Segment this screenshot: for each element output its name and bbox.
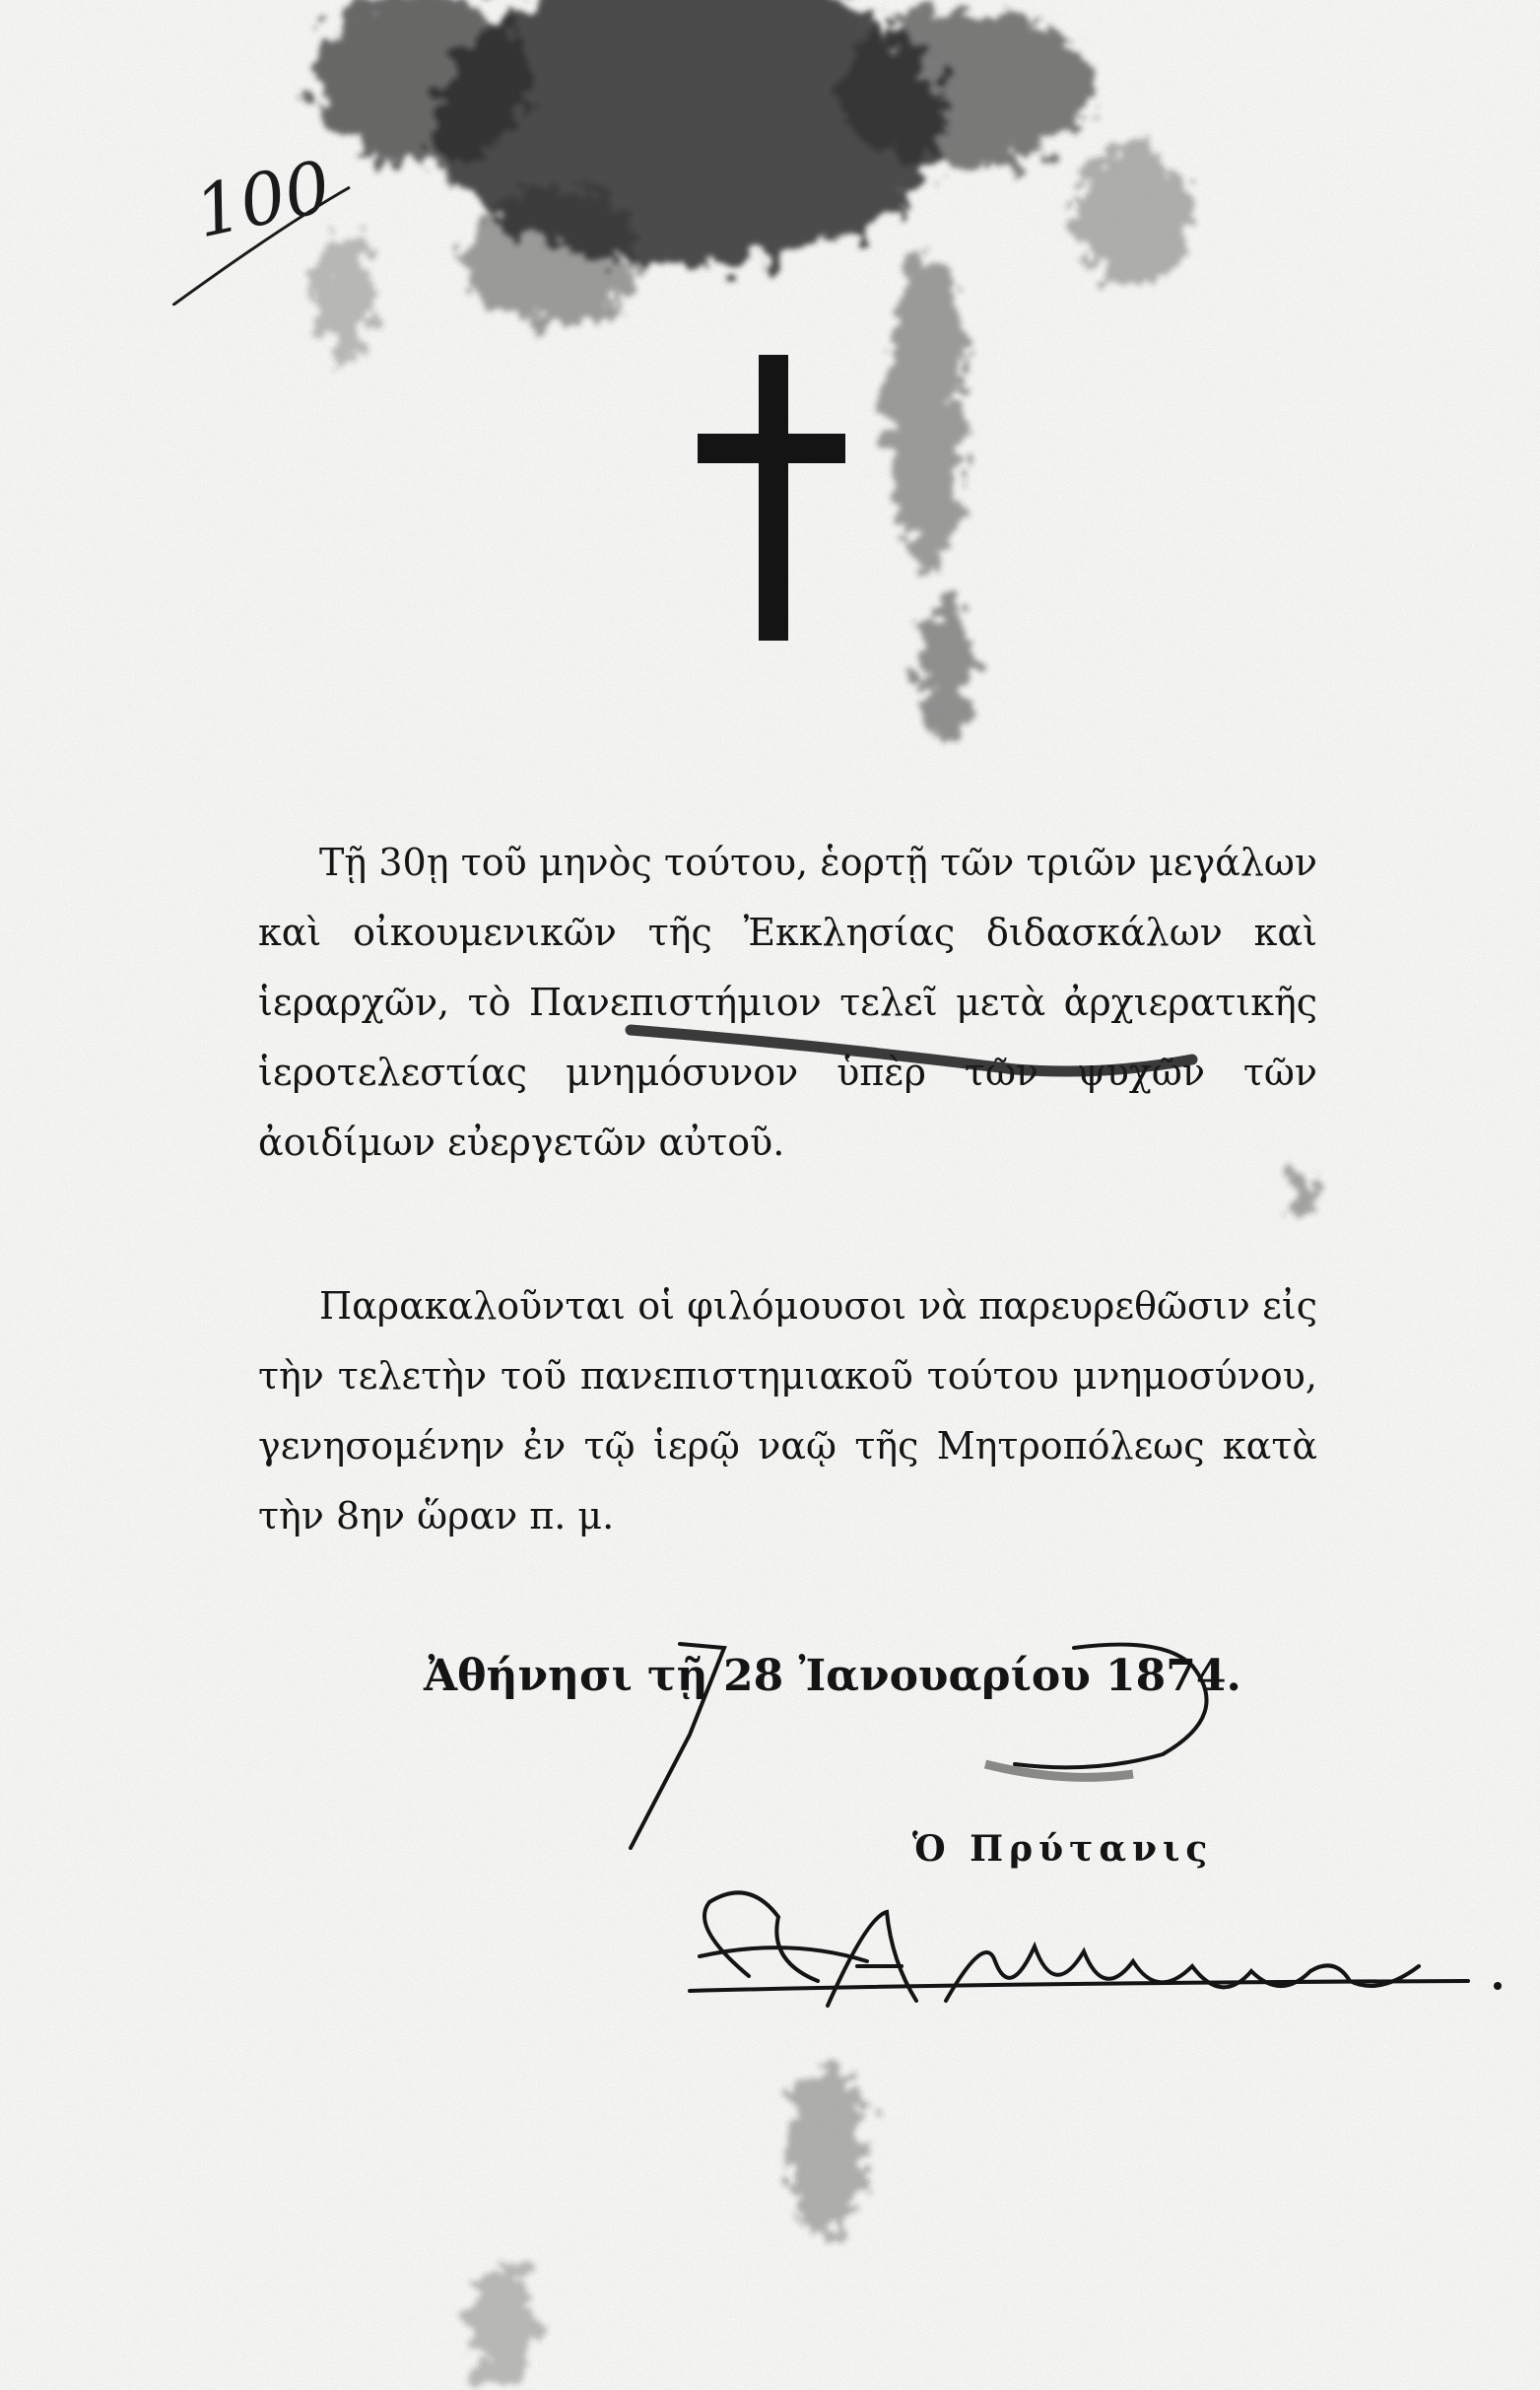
folio-number: 100 xyxy=(187,144,338,254)
paragraph-text: Παρακαλοῦνται οἱ φιλόμουσοι νὰ παρευρεθῶσιν εἰς τὴν τελετὴν τοῦ πανεπιστημιακοῦ τούτου μνημοσύνου, γενησομένην ἐν τῷ ἱερῷ ναῷ τῆς Μητροπόλεως κατὰ τὴν 8ην ὥραν π. μ. xyxy=(258,1284,1317,1537)
signatory-title: Ὁ Πρύτανις xyxy=(912,1828,1214,1870)
invitation-paragraph xyxy=(258,1271,1317,1551)
paragraph-text: Τῇ 30ῃ τοῦ μηνὸς τούτου, ἑορτῇ τῶν τριῶν μεγάλων καὶ οἰκουμενικῶν τῆς Ἐκκλησίας διδασκάλων καὶ ἱεραρχῶν, τὸ Πανεπιστήμιον τελεῖ μετὰ ἀρχιερατικῆς ἱεροτελεστίας μνημόσυνον ὑπὲρ τῶν ψυχῶν τῶν ἀοιδίμων εὐεργετῶν αὐτοῦ. xyxy=(258,841,1317,1164)
date-line: Ἀθήνησι τῇ 28 Ἰανουαρίου 1874. xyxy=(424,1651,1241,1701)
cross-icon xyxy=(690,355,847,641)
announcement-paragraph xyxy=(258,828,1317,1178)
